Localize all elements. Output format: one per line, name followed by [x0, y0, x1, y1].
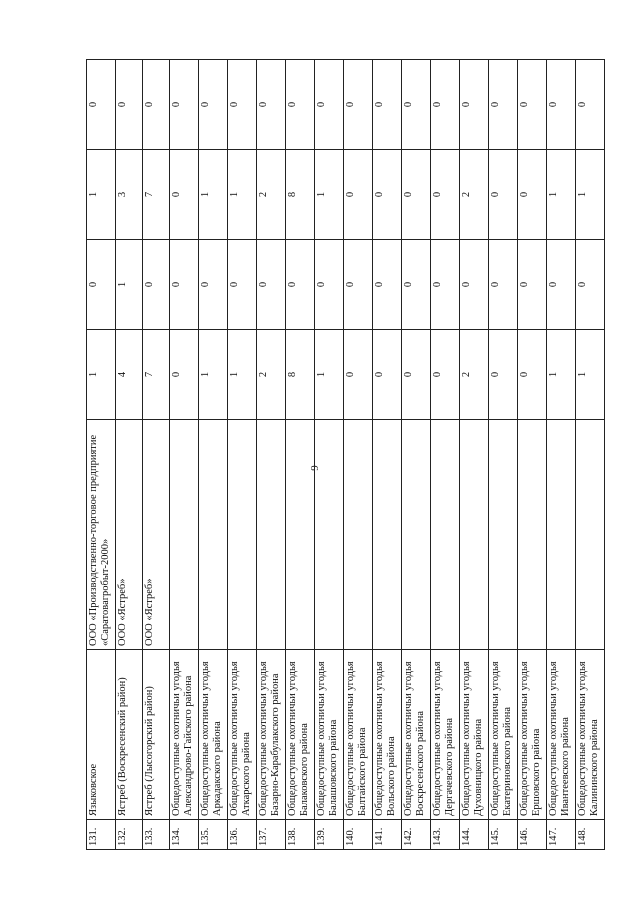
- table-row: [116, 60, 143, 850]
- table-row: [228, 60, 257, 850]
- row-number-cell: 146.: [518, 820, 547, 850]
- value-cell-2: 0: [431, 240, 460, 330]
- table-row: [431, 60, 460, 850]
- hunting-user-cell: ООО «Ястреб»: [143, 420, 170, 650]
- hunting-ground-name-cell: Общедоступные охотничьи угодья Калининского района: [576, 650, 605, 820]
- row-number-cell: 131.: [87, 820, 116, 850]
- value-cell-1: 7: [143, 330, 170, 420]
- hunting-ground-name-cell: Общедоступные охотничьи угодья Ивантеевского района: [547, 650, 576, 820]
- value-cell-3: 0: [431, 150, 460, 240]
- page-number: 9: [308, 465, 321, 471]
- hunting-ground-name-cell: Общедоступные охотничьи угодья Базарно-Карабулакского района: [257, 650, 286, 820]
- hunting-ground-name-cell: Общедоступные охотничьи угодья Воскресенского района: [402, 650, 431, 820]
- value-cell-3: 2: [460, 150, 489, 240]
- value-cell-1: 4: [116, 330, 143, 420]
- row-number-cell: 144.: [460, 820, 489, 850]
- value-cell-2: 0: [402, 240, 431, 330]
- table-row: [286, 60, 315, 850]
- value-cell-3: 1: [576, 150, 605, 240]
- value-cell-1: 0: [518, 330, 547, 420]
- row-number-cell: 135.: [199, 820, 228, 850]
- row-number-cell: 141.: [373, 820, 402, 850]
- value-cell-3: 0: [489, 150, 518, 240]
- value-cell-2: 0: [257, 240, 286, 330]
- hunting-user-cell: [518, 420, 547, 650]
- value-cell-3: 1: [199, 150, 228, 240]
- value-cell-3: 7: [143, 150, 170, 240]
- hunting-ground-name-cell: Общедоступные охотничьи угодья Дергачевского района: [431, 650, 460, 820]
- row-number-cell: 137.: [257, 820, 286, 850]
- hunting-ground-name-cell: Общедоступные охотничьи угодья Екатериновского района: [489, 650, 518, 820]
- hunting-ground-name-cell: Общедоступные охотничьи угодья Балтайского района: [344, 650, 373, 820]
- table-row: [518, 60, 547, 850]
- value-cell-2: 0: [460, 240, 489, 330]
- row-number-cell: 132.: [116, 820, 143, 850]
- hunting-user-cell: [228, 420, 257, 650]
- value-cell-3: 0: [170, 150, 199, 240]
- table-row: [87, 60, 116, 850]
- row-number-cell: 138.: [286, 820, 315, 850]
- table-row: [170, 60, 199, 850]
- value-cell-2: 0: [344, 240, 373, 330]
- table-row: [576, 60, 605, 850]
- row-number-cell: 136.: [228, 820, 257, 850]
- value-cell-3: 3: [116, 150, 143, 240]
- value-cell-3: 0: [373, 150, 402, 240]
- value-cell-2: 0: [373, 240, 402, 330]
- value-cell-3: 0: [402, 150, 431, 240]
- value-cell-1: 1: [315, 330, 344, 420]
- value-cell-4: 0: [87, 60, 116, 150]
- hunting-user-cell: [257, 420, 286, 650]
- hunting-ground-name-cell: Языковское: [87, 650, 116, 820]
- hunting-grounds-table: [86, 59, 605, 850]
- hunting-user-cell: [286, 420, 315, 650]
- value-cell-1: 2: [460, 330, 489, 420]
- hunting-user-cell: [344, 420, 373, 650]
- hunting-user-cell: ООО «Производственно-торговое предприятие «Саратовагробыт-2000»: [87, 420, 116, 650]
- table-row: [257, 60, 286, 850]
- table-row: [489, 60, 518, 850]
- value-cell-4: 0: [431, 60, 460, 150]
- value-cell-3: 2: [257, 150, 286, 240]
- value-cell-3: 0: [518, 150, 547, 240]
- hunting-ground-name-cell: Общедоступные охотничьи угодья Аркадакского района: [199, 650, 228, 820]
- value-cell-2: 0: [87, 240, 116, 330]
- value-cell-2: 0: [143, 240, 170, 330]
- table-row: [460, 60, 489, 850]
- value-cell-2: 0: [199, 240, 228, 330]
- value-cell-1: 0: [344, 330, 373, 420]
- value-cell-4: 0: [257, 60, 286, 150]
- value-cell-4: 0: [373, 60, 402, 150]
- value-cell-2: 0: [315, 240, 344, 330]
- rotated-table-wrapper: [86, 60, 606, 850]
- value-cell-2: 0: [286, 240, 315, 330]
- value-cell-3: 1: [87, 150, 116, 240]
- value-cell-1: 1: [199, 330, 228, 420]
- hunting-user-cell: [170, 420, 199, 650]
- value-cell-2: 0: [518, 240, 547, 330]
- value-cell-1: 2: [257, 330, 286, 420]
- value-cell-4: 0: [143, 60, 170, 150]
- hunting-user-cell: [460, 420, 489, 650]
- value-cell-3: 1: [315, 150, 344, 240]
- row-number-cell: 139.: [315, 820, 344, 850]
- row-number-cell: 140.: [344, 820, 373, 850]
- value-cell-4: 0: [344, 60, 373, 150]
- value-cell-4: 0: [116, 60, 143, 150]
- row-number-cell: 147.: [547, 820, 576, 850]
- hunting-ground-name-cell: Общедоступные охотничьи угодья Духовницкого района: [460, 650, 489, 820]
- value-cell-4: 0: [460, 60, 489, 150]
- row-number-cell: 145.: [489, 820, 518, 850]
- hunting-user-cell: [431, 420, 460, 650]
- hunting-user-cell: [489, 420, 518, 650]
- hunting-ground-name-cell: Общедоступные охотничьи угодья Балашовского района: [315, 650, 344, 820]
- table-row: [143, 60, 170, 850]
- value-cell-1: 1: [87, 330, 116, 420]
- value-cell-4: 0: [547, 60, 576, 150]
- value-cell-1: 1: [576, 330, 605, 420]
- hunting-user-cell: [576, 420, 605, 650]
- table-body: [87, 60, 605, 850]
- hunting-ground-name-cell: Ястреб (Воскресенский район): [116, 650, 143, 820]
- row-number-cell: 143.: [431, 820, 460, 850]
- value-cell-2: 0: [170, 240, 199, 330]
- row-number-cell: 142.: [402, 820, 431, 850]
- value-cell-4: 0: [402, 60, 431, 150]
- row-number-cell: 148.: [576, 820, 605, 850]
- value-cell-1: 1: [547, 330, 576, 420]
- table-row: [402, 60, 431, 850]
- hunting-user-cell: [547, 420, 576, 650]
- value-cell-2: 0: [576, 240, 605, 330]
- value-cell-3: 0: [344, 150, 373, 240]
- value-cell-2: 1: [116, 240, 143, 330]
- value-cell-1: 0: [373, 330, 402, 420]
- value-cell-1: 0: [402, 330, 431, 420]
- value-cell-1: 0: [431, 330, 460, 420]
- hunting-user-cell: [402, 420, 431, 650]
- hunting-ground-name-cell: Общедоступные охотничьи угодья Аткарского района: [228, 650, 257, 820]
- hunting-ground-name-cell: Общедоступные охотничьи угодья Вольского района: [373, 650, 402, 820]
- value-cell-2: 0: [489, 240, 518, 330]
- value-cell-1: 8: [286, 330, 315, 420]
- hunting-user-cell: ООО «Ястреб»: [116, 420, 143, 650]
- value-cell-4: 0: [228, 60, 257, 150]
- value-cell-3: 8: [286, 150, 315, 240]
- row-number-cell: 133.: [143, 820, 170, 850]
- value-cell-2: 0: [547, 240, 576, 330]
- value-cell-2: 0: [228, 240, 257, 330]
- hunting-user-cell: [373, 420, 402, 650]
- table-row: [373, 60, 402, 850]
- value-cell-1: 1: [228, 330, 257, 420]
- value-cell-4: 0: [315, 60, 344, 150]
- value-cell-1: 0: [489, 330, 518, 420]
- table-row: [199, 60, 228, 850]
- hunting-user-cell: [199, 420, 228, 650]
- value-cell-4: 0: [576, 60, 605, 150]
- value-cell-4: 0: [199, 60, 228, 150]
- table-row: [344, 60, 373, 850]
- hunting-ground-name-cell: Общедоступные охотничьи угодья Александрово-Гайского района: [170, 650, 199, 820]
- hunting-ground-name-cell: Ястреб (Лысогорский район): [143, 650, 170, 820]
- value-cell-3: 1: [228, 150, 257, 240]
- value-cell-4: 0: [286, 60, 315, 150]
- value-cell-4: 0: [170, 60, 199, 150]
- value-cell-4: 0: [489, 60, 518, 150]
- row-number-cell: 134.: [170, 820, 199, 850]
- hunting-ground-name-cell: Общедоступные охотничьи угодья Балаковского района: [286, 650, 315, 820]
- table-row: [547, 60, 576, 850]
- hunting-ground-name-cell: Общедоступные охотничьи угодья Ершовского района: [518, 650, 547, 820]
- value-cell-4: 0: [518, 60, 547, 150]
- value-cell-1: 0: [170, 330, 199, 420]
- table-row: [315, 60, 344, 850]
- value-cell-3: 1: [547, 150, 576, 240]
- hunting-user-cell: [315, 420, 344, 650]
